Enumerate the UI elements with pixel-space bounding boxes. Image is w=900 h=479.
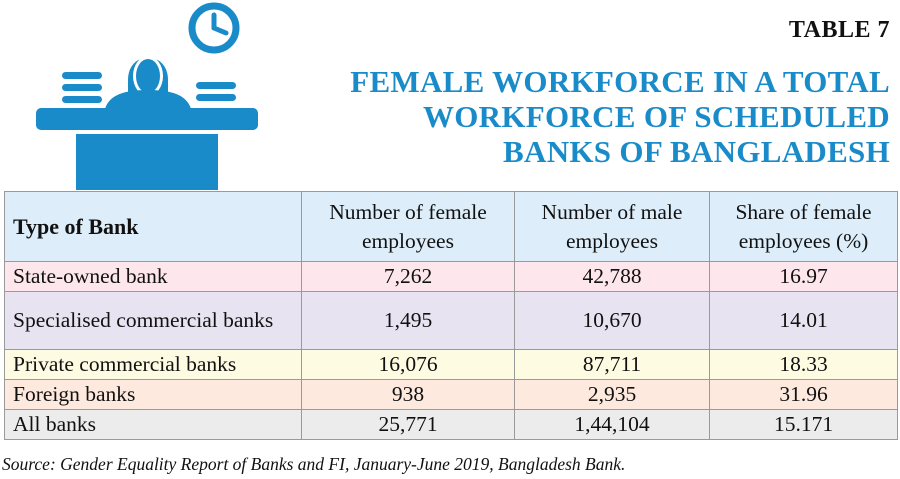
female-count-cell: 938 [302, 380, 515, 410]
female-count-cell: 16,076 [302, 350, 515, 380]
female-share-cell: 16.97 [710, 262, 898, 292]
source-note: Source: Gender Equality Report of Banks and FI, January-June 2019, Bangladesh Bank. [2, 454, 626, 474]
column-header-type-of-bank: Type of Bank [5, 192, 302, 262]
male-count-cell: 1,44,104 [515, 410, 710, 440]
table-title [330, 64, 890, 169]
table-row-total [5, 410, 898, 440]
bank-type-cell: State-owned bank [5, 262, 302, 292]
bank-type-cell: All banks [5, 410, 302, 440]
female-share-cell: 31.96 [710, 380, 898, 410]
column-header-female-share: Share of female employees (%) [710, 192, 898, 262]
female-count-cell: 7,262 [302, 262, 515, 292]
female-count-cell: 1,495 [302, 292, 515, 350]
bank-teller-desk-icon [36, 2, 258, 192]
clock-icon [192, 6, 236, 50]
workforce-table [4, 191, 898, 440]
title-line: WORKFORCE OF SCHEDULED [422, 99, 890, 134]
table-number: TABLE 7 [788, 17, 890, 43]
female-share-cell: 15.171 [710, 410, 898, 440]
title-line: FEMALE WORKFORCE IN A TOTAL [350, 64, 890, 99]
desk-icon [36, 108, 258, 190]
table-row [5, 292, 898, 350]
teller-person-icon [104, 56, 192, 114]
bank-type-cell: Private commercial banks [5, 350, 302, 380]
table-row [5, 350, 898, 380]
female-share-cell: 14.01 [710, 292, 898, 350]
title-line: BANKS OF BANGLADESH [503, 134, 890, 169]
column-header-male-employees: Number of male employees [515, 192, 710, 262]
bank-type-cell: Foreign banks [5, 380, 302, 410]
table-row [5, 262, 898, 292]
table-header-row [5, 192, 898, 262]
column-header-female-employees: Number of female employees [302, 192, 515, 262]
female-count-cell: 25,771 [302, 410, 515, 440]
female-share-cell: 18.33 [710, 350, 898, 380]
table-row [5, 380, 898, 410]
male-count-cell: 42,788 [515, 262, 710, 292]
male-count-cell: 10,670 [515, 292, 710, 350]
male-count-cell: 87,711 [515, 350, 710, 380]
bank-type-cell: Specialised commercial banks [5, 292, 302, 350]
male-count-cell: 2,935 [515, 380, 710, 410]
